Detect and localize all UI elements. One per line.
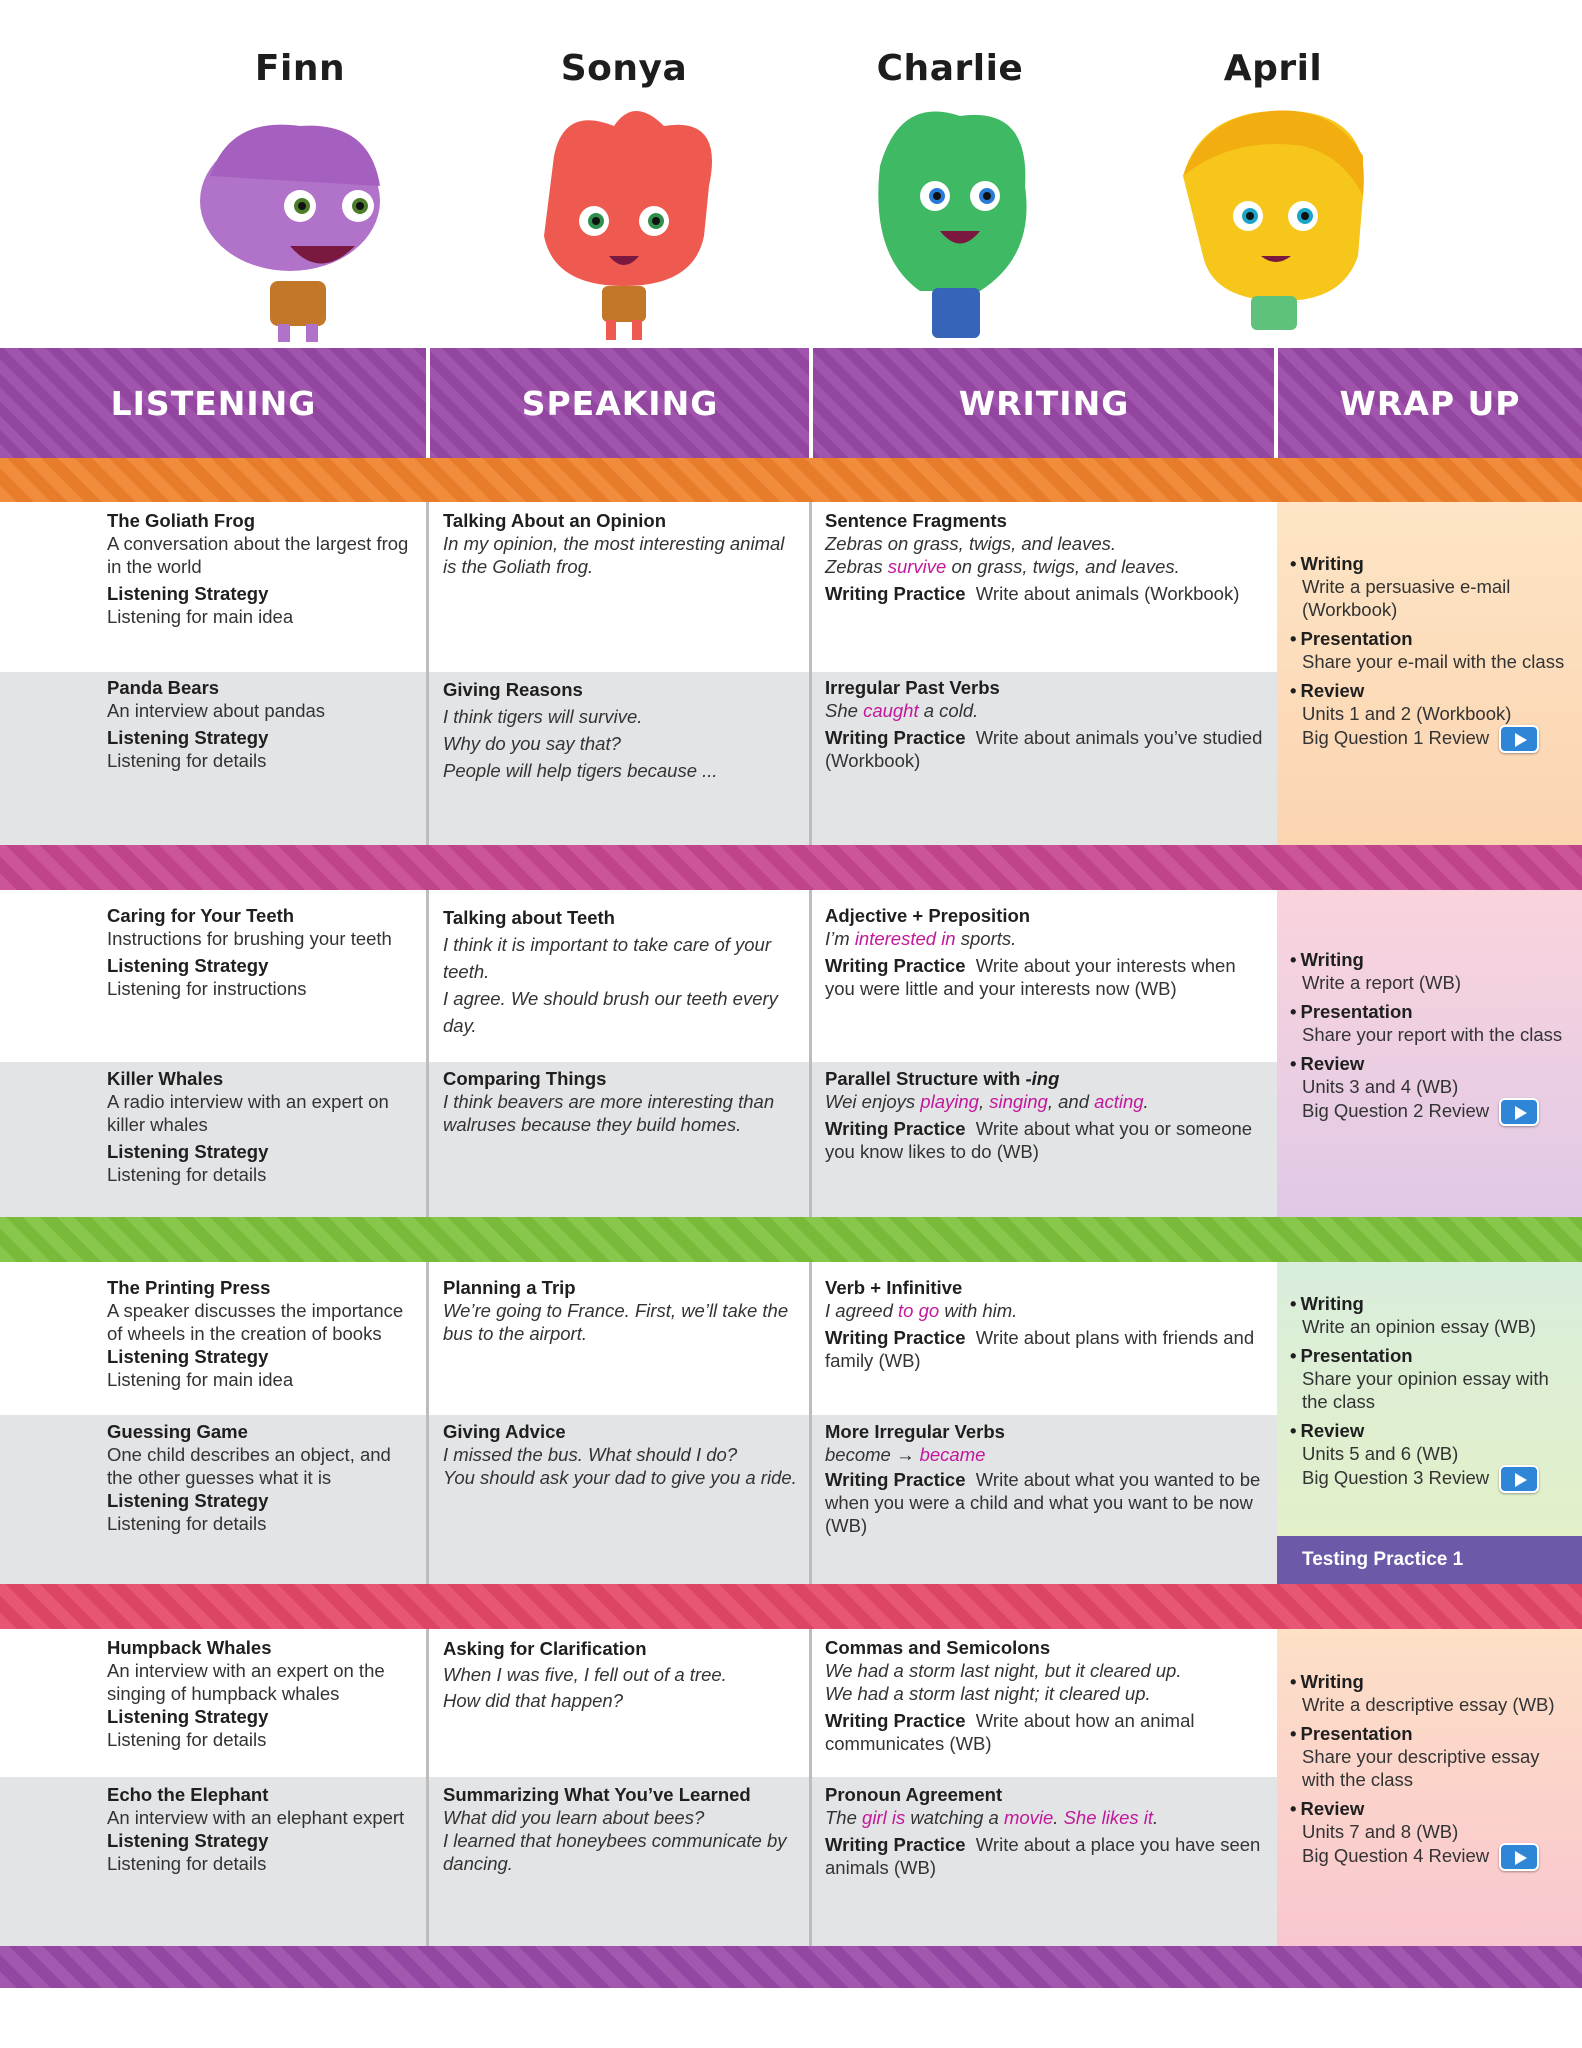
listening-cell — [107, 1067, 417, 1186]
header-wrap-up: WRAP UP — [1339, 383, 1521, 423]
listening-desc: A radio interview with an expert on killer whales — [107, 1091, 389, 1135]
speaking-title: Giving Reasons — [443, 679, 583, 700]
character-name-finn: Finn — [254, 48, 346, 89]
writing-practice: Writing Practice Write about a place you have seen animals (WB) — [825, 1834, 1261, 1878]
listening-title: Guessing Game — [107, 1421, 248, 1442]
column-divider — [809, 502, 812, 845]
writing-title: Pronoun Agreement — [825, 1784, 1003, 1805]
writing-cell — [825, 1783, 1270, 1879]
footer-band — [0, 1946, 1582, 1988]
speaking-line: We’re going to France. First, we’ll take the bus to the airport. — [443, 1300, 789, 1344]
wrap-presentation-label: • Presentation — [1290, 1344, 1575, 1367]
speaking-cell — [443, 904, 803, 1039]
speaking-cell — [443, 676, 798, 784]
strategy-label: Listening Strategy — [107, 1830, 269, 1851]
wrap-presentation: Share your report with the class — [1302, 1024, 1563, 1045]
writing-cell — [825, 1420, 1270, 1537]
writing-example: I agreed to go with him. — [825, 1300, 1018, 1321]
speaking-title: Planning a Trip — [443, 1277, 576, 1298]
header-listening: LISTENING — [110, 383, 317, 423]
speaking-line: In my opinion, the most interesting animal is the Goliath frog. — [443, 533, 785, 577]
speaking-cell — [443, 509, 798, 578]
writing-example: become → became — [825, 1444, 986, 1465]
big-question-review: Big Question 4 Review — [1290, 1843, 1575, 1871]
strategy-value: Listening for main idea — [107, 606, 294, 627]
writing-example: I’m interested in sports. — [825, 928, 1017, 949]
wrap-writing-label: • Writing — [1290, 948, 1575, 971]
speaking-line: How did that happen? — [443, 1690, 623, 1711]
wrap-presentation-label: • Presentation — [1290, 1000, 1575, 1023]
wrap-presentation-label: • Presentation — [1290, 627, 1575, 650]
writing-practice: Writing Practice Write about animals (Workbook) — [825, 583, 1240, 604]
wrap-up-list — [1290, 1292, 1575, 1499]
wrap-presentation: Share your opinion essay with the class — [1302, 1368, 1549, 1412]
writing-cell — [825, 1276, 1270, 1372]
strategy-label: Listening Strategy — [107, 955, 269, 976]
speaking-line: I think it is important to take care of your teeth. — [443, 934, 772, 982]
listening-cell — [107, 904, 417, 1000]
wrap-up-list — [1290, 1670, 1575, 1877]
speaking-title: Comparing Things — [443, 1068, 607, 1089]
writing-title: Parallel Structure with -ing — [825, 1068, 1060, 1089]
testing-practice-button[interactable]: Testing Practice 1 — [1277, 1536, 1582, 1584]
strategy-value: Listening for details — [107, 1513, 267, 1534]
character-name-sonya: Sonya — [560, 48, 688, 89]
speaking-cell — [443, 1420, 803, 1489]
writing-title: More Irregular Verbs — [825, 1421, 1005, 1442]
writing-example: Zebras survive on grass, twigs, and leaves. — [825, 556, 1180, 577]
wrap-writing-label: • Writing — [1290, 1670, 1575, 1693]
wrap-writing-label: • Writing — [1290, 1292, 1575, 1315]
wrap-review-label: • Review — [1290, 679, 1575, 702]
listening-title: The Printing Press — [107, 1277, 271, 1298]
speaking-title: Giving Advice — [443, 1421, 566, 1442]
writing-example: We had a storm last night, but it cleared up. — [825, 1660, 1182, 1681]
speaking-title: Asking for Clarification — [443, 1638, 647, 1659]
column-divider — [426, 502, 429, 845]
wrap-review: Units 5 and 6 (WB) — [1302, 1443, 1459, 1464]
wrap-writing: Write a persuasive e-mail (Workbook) — [1302, 576, 1511, 620]
listening-desc: An interview with an expert on the singing of humpback whales — [107, 1660, 385, 1704]
speaking-line: I think tigers will survive. — [443, 706, 643, 727]
writing-practice: Writing Practice Write about your interests when you were little and your interests now (WB) — [825, 955, 1236, 999]
writing-example: The girl is watching a movie. She likes it. — [825, 1807, 1159, 1828]
strategy-value: Listening for details — [107, 1853, 267, 1874]
writing-cell — [825, 904, 1270, 1000]
listening-cell — [107, 1420, 417, 1535]
speaking-cell — [443, 1636, 798, 1714]
strategy-label: Listening Strategy — [107, 1490, 269, 1511]
wrap-writing: Write an opinion essay (WB) — [1302, 1316, 1537, 1337]
speaking-title: Summarizing What You’ve Learned — [443, 1784, 751, 1805]
wrap-up-list — [1290, 552, 1575, 759]
writing-cell — [825, 1636, 1270, 1755]
header-writing: WRITING — [958, 383, 1130, 423]
speaking-line: I agree. We should brush our teeth every day. — [443, 988, 778, 1036]
writing-title: Commas and Semicolons — [825, 1637, 1051, 1658]
listening-desc: One child describes an object, and the other guesses what it is — [107, 1444, 391, 1488]
writing-title: Sentence Fragments — [825, 510, 1007, 531]
unit-band-red — [0, 1584, 1582, 1629]
listening-desc: A speaker discusses the importance of wheels in the creation of books — [107, 1300, 404, 1344]
strategy-label: Listening Strategy — [107, 727, 269, 748]
big-question-review: Big Question 1 Review — [1290, 725, 1575, 753]
unit-band-green — [0, 1217, 1582, 1262]
column-divider — [809, 1629, 812, 1946]
wrap-presentation-label: • Presentation — [1290, 1722, 1575, 1745]
speaking-title: Talking about Teeth — [443, 907, 615, 928]
writing-practice: Writing Practice Write about what you or someone you know likes to do (WB) — [825, 1118, 1253, 1162]
sonya-avatar — [494, 96, 754, 348]
column-divider — [426, 1262, 429, 1584]
speaking-line: People will help tigers because ... — [443, 760, 718, 781]
strategy-value: Listening for instructions — [107, 978, 307, 999]
listening-cell — [107, 1783, 417, 1875]
writing-practice: Writing Practice Write about animals you’ve studied (Workbook) — [825, 727, 1263, 771]
play-video-icon[interactable] — [1499, 1843, 1539, 1871]
strategy-value: Listening for details — [107, 750, 267, 771]
listening-desc: A conversation about the largest frog in the world — [107, 533, 409, 577]
wrap-review: Units 3 and 4 (WB) — [1302, 1076, 1459, 1097]
header-divider — [426, 348, 430, 458]
column-divider — [426, 890, 429, 1217]
finn-avatar — [170, 96, 430, 348]
listening-title: Killer Whales — [107, 1068, 224, 1089]
wrap-review-label: • Review — [1290, 1419, 1575, 1442]
listening-cell — [107, 1636, 417, 1751]
speaking-line: When I was five, I fell out of a tree. — [443, 1664, 727, 1685]
writing-example: Zebras on grass, twigs, and leaves. — [825, 533, 1117, 554]
speaking-line: You should ask your dad to give you a ride. — [443, 1467, 797, 1488]
listening-cell — [107, 676, 417, 772]
speaking-cell — [443, 1067, 798, 1136]
column-divider — [426, 1629, 429, 1946]
play-video-icon[interactable] — [1499, 1098, 1539, 1126]
speaking-line: I think beavers are more interesting than walruses because they build homes. — [443, 1091, 775, 1135]
column-divider — [809, 1262, 812, 1584]
character-name-charlie: Charlie — [876, 48, 1024, 89]
listening-title: Caring for Your Teeth — [107, 905, 295, 926]
listening-title: The Goliath Frog — [107, 510, 255, 531]
speaking-line: I learned that honeybees communicate by dancing. — [443, 1830, 787, 1874]
writing-practice: Writing Practice Write about how an animal communicates (WB) — [825, 1710, 1195, 1754]
header-divider — [1274, 348, 1278, 458]
unit-band-magenta — [0, 845, 1582, 890]
writing-title: Verb + Infinitive — [825, 1277, 963, 1298]
strategy-label: Listening Strategy — [107, 583, 269, 604]
wrap-review-label: • Review — [1290, 1797, 1575, 1820]
strategy-label: Listening Strategy — [107, 1141, 269, 1162]
unit-band-orange — [0, 458, 1582, 502]
wrap-review: Units 1 and 2 (Workbook) — [1302, 703, 1512, 724]
speaking-line: What did you learn about bees? — [443, 1807, 705, 1828]
writing-cell — [825, 676, 1270, 772]
wrap-review: Units 7 and 8 (WB) — [1302, 1821, 1459, 1842]
play-video-icon[interactable] — [1499, 725, 1539, 753]
writing-title: Irregular Past Verbs — [825, 677, 1000, 698]
strategy-label: Listening Strategy — [107, 1346, 269, 1367]
charlie-avatar — [820, 96, 1080, 348]
wrap-presentation: Share your descriptive essay with the class — [1302, 1746, 1540, 1790]
listening-desc: An interview with an elephant expert — [107, 1807, 405, 1828]
wrap-writing: Write a descriptive essay (WB) — [1302, 1694, 1555, 1715]
listening-desc: Instructions for brushing your teeth — [107, 928, 392, 949]
writing-practice: Writing Practice Write about what you wanted to be when you were a child and what you want to be now (WB) — [825, 1469, 1261, 1536]
speaking-cell — [443, 1783, 798, 1875]
listening-cell — [107, 1276, 417, 1391]
writing-example: Wei enjoys playing, singing, and acting. — [825, 1091, 1149, 1112]
listening-desc: An interview about pandas — [107, 700, 326, 721]
listening-title: Echo the Elephant — [107, 1784, 269, 1805]
writing-cell — [825, 1067, 1270, 1163]
speaking-title: Talking About an Opinion — [443, 510, 667, 531]
april-avatar — [1143, 96, 1403, 348]
wrap-writing: Write a report (WB) — [1302, 972, 1461, 993]
writing-practice: Writing Practice Write about plans with friends and family (WB) — [825, 1327, 1255, 1371]
strategy-value: Listening for main idea — [107, 1369, 294, 1390]
writing-title: Adjective + Preposition — [825, 905, 1031, 926]
wrap-up-list — [1290, 948, 1575, 1132]
writing-cell — [825, 509, 1270, 605]
speaking-line: I missed the bus. What should I do? — [443, 1444, 738, 1465]
strategy-value: Listening for details — [107, 1729, 267, 1750]
wrap-writing-label: • Writing — [1290, 552, 1575, 575]
strategy-value: Listening for details — [107, 1164, 267, 1185]
wrap-review-label: • Review — [1290, 1052, 1575, 1075]
play-video-icon[interactable] — [1499, 1465, 1539, 1493]
listening-title: Panda Bears — [107, 677, 220, 698]
speaking-line: Why do you say that? — [443, 733, 621, 754]
listening-cell — [107, 509, 417, 628]
header-speaking: SPEAKING — [521, 383, 719, 423]
speaking-cell — [443, 1276, 798, 1345]
column-divider — [809, 890, 812, 1217]
big-question-review: Big Question 2 Review — [1290, 1098, 1575, 1126]
big-question-review: Big Question 3 Review — [1290, 1465, 1575, 1493]
writing-example: We had a storm last night; it cleared up. — [825, 1683, 1151, 1704]
strategy-label: Listening Strategy — [107, 1706, 269, 1727]
writing-example: She caught a cold. — [825, 700, 979, 721]
wrap-presentation: Share your e-mail with the class — [1302, 651, 1565, 672]
header-divider — [809, 348, 813, 458]
listening-title: Humpback Whales — [107, 1637, 272, 1658]
arrow-icon: → — [895, 1444, 915, 1465]
character-name-april: April — [1223, 48, 1323, 89]
